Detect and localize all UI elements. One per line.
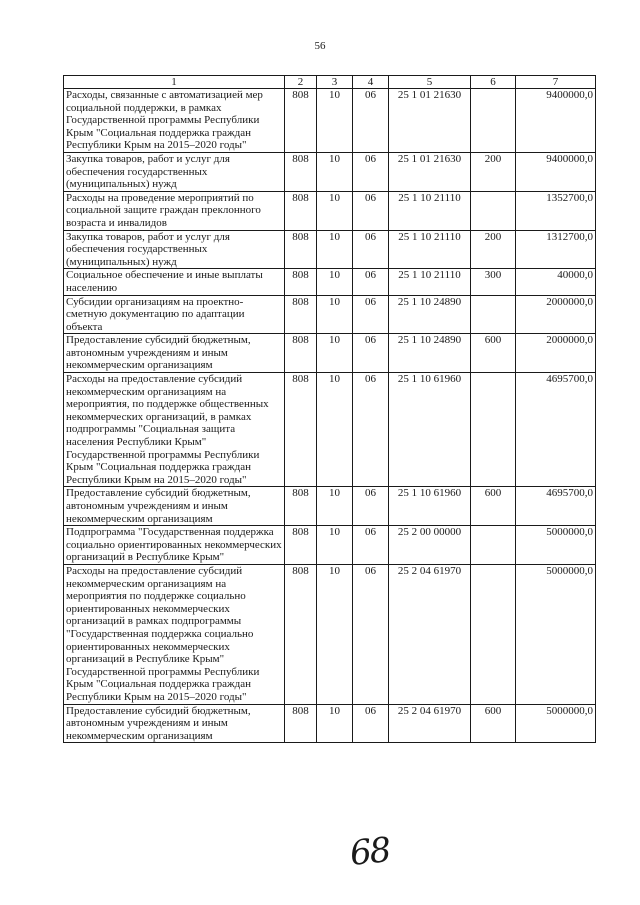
gov-code: 808 [285,152,317,191]
subsection-code: 06 [353,269,389,295]
subsection-code: 06 [353,704,389,743]
section-code: 10 [317,704,353,743]
subsection-code: 06 [353,334,389,373]
expense-name: Закупка товаров, работ и услуг для обеспечения государственных (муниципальных) нужд [64,152,285,191]
amount: 5000000,0 [516,526,596,565]
expense-type-code [471,295,516,334]
amount: 1312700,0 [516,230,596,269]
amount: 5000000,0 [516,564,596,704]
expense-name: Расходы на предоставление субсидий некоммерческим организациям на мероприятия по поддержке социально ориентированных некоммерческих организаций в рамках подпрограммы "Государственная поддержка социально ориентированных некоммерческих организаций в Республике Крым" Государственной программы Республики Крым "Социальная поддержка граждан Республики Крым на 2015–2020 годы" [64,564,285,704]
budget-table [63,75,596,743]
header-col-3: 3 [317,76,353,89]
expense-type-code: 600 [471,334,516,373]
target-code: 25 2 04 61970 [389,564,471,704]
expense-type-code: 200 [471,230,516,269]
target-code: 25 1 10 61960 [389,487,471,526]
amount: 2000000,0 [516,334,596,373]
header-col-1: 1 [64,76,285,89]
target-code: 25 1 10 21110 [389,230,471,269]
table-row [64,334,596,373]
gov-code: 808 [285,526,317,565]
expense-type-code: 200 [471,152,516,191]
table-row [64,269,596,295]
target-code: 25 1 10 21110 [389,269,471,295]
expense-type-code: 600 [471,487,516,526]
expense-name: Социальное обеспечение и иные выплаты населению [64,269,285,295]
expense-name: Расходы, связанные с автоматизацией мер социальной поддержки, в рамках Государственной программы Республики Крым "Социальная поддержка граждан Республики Крым на 2015–2020 годы" [64,89,285,153]
table-row [64,89,596,153]
section-code: 10 [317,230,353,269]
page-number: 56 [314,40,326,52]
handwritten-page-mark: 68 [348,830,392,874]
subsection-code: 06 [353,191,389,230]
gov-code: 808 [285,564,317,704]
gov-code: 808 [285,269,317,295]
section-code: 10 [317,526,353,565]
gov-code: 808 [285,334,317,373]
amount: 9400000,0 [516,89,596,153]
subsection-code: 06 [353,564,389,704]
expense-type-code [471,89,516,153]
expense-type-code [471,526,516,565]
gov-code: 808 [285,373,317,487]
expense-type-code [471,373,516,487]
section-code: 10 [317,269,353,295]
subsection-code: 06 [353,295,389,334]
section-code: 10 [317,564,353,704]
amount: 4695700,0 [516,487,596,526]
table-row [64,230,596,269]
section-code: 10 [317,334,353,373]
amount: 1352700,0 [516,191,596,230]
gov-code: 808 [285,487,317,526]
expense-type-code [471,564,516,704]
section-code: 10 [317,487,353,526]
gov-code: 808 [285,704,317,743]
subsection-code: 06 [353,487,389,526]
section-code: 10 [317,89,353,153]
gov-code: 808 [285,230,317,269]
table-row [64,295,596,334]
table-row [64,487,596,526]
section-code: 10 [317,373,353,487]
expense-name: Закупка товаров, работ и услуг для обеспечения государственных (муниципальных) нужд [64,230,285,269]
target-code: 25 2 04 61970 [389,704,471,743]
section-code: 10 [317,152,353,191]
header-row [64,76,596,89]
amount: 4695700,0 [516,373,596,487]
target-code: 25 1 10 21110 [389,191,471,230]
expense-name: Подпрограмма "Государственная поддержка социально ориентированных некоммерческих организаций в Республике Крым" [64,526,285,565]
header-col-4: 4 [353,76,389,89]
expense-name: Расходы на предоставление субсидий некоммерческим организациям на мероприятия, по поддержке общественных некоммерческих организаций, в рамках подпрограммы "Социальная защита населения Республики Крым" Государственной программы Республики Крым "Социальная поддержка граждан Республики Крым на 2015–2020 годы" [64,373,285,487]
target-code: 25 1 10 61960 [389,373,471,487]
amount: 40000,0 [516,269,596,295]
target-code: 25 1 10 24890 [389,334,471,373]
subsection-code: 06 [353,152,389,191]
header-col-7: 7 [516,76,596,89]
amount: 9400000,0 [516,152,596,191]
amount: 2000000,0 [516,295,596,334]
target-code: 25 1 10 24890 [389,295,471,334]
table-row [64,373,596,487]
gov-code: 808 [285,295,317,334]
amount: 5000000,0 [516,704,596,743]
subsection-code: 06 [353,526,389,565]
table-row [64,152,596,191]
subsection-code: 06 [353,373,389,487]
target-code: 25 1 01 21630 [389,89,471,153]
subsection-code: 06 [353,230,389,269]
gov-code: 808 [285,191,317,230]
expense-name: Предоставление субсидий бюджетным, автономным учреждениям и иным некоммерческим организациям [64,334,285,373]
table-row [64,526,596,565]
expense-type-code: 300 [471,269,516,295]
expense-type-code [471,191,516,230]
table-row [64,704,596,743]
target-code: 25 2 00 00000 [389,526,471,565]
expense-type-code: 600 [471,704,516,743]
table-row [64,564,596,704]
header-col-6: 6 [471,76,516,89]
expense-name: Предоставление субсидий бюджетным, автономным учреждениям и иным некоммерческим организациям [64,487,285,526]
expense-name: Предоставление субсидий бюджетным, автономным учреждениям и иным некоммерческим организациям [64,704,285,743]
header-col-2: 2 [285,76,317,89]
expense-name: Расходы на проведение мероприятий по социальной защите граждан преклонного возраста и инвалидов [64,191,285,230]
expense-name: Субсидии организациям на проектно-сметную документацию по адаптации объекта [64,295,285,334]
subsection-code: 06 [353,89,389,153]
section-code: 10 [317,191,353,230]
gov-code: 808 [285,89,317,153]
header-col-5: 5 [389,76,471,89]
table-row [64,191,596,230]
section-code: 10 [317,295,353,334]
target-code: 25 1 01 21630 [389,152,471,191]
